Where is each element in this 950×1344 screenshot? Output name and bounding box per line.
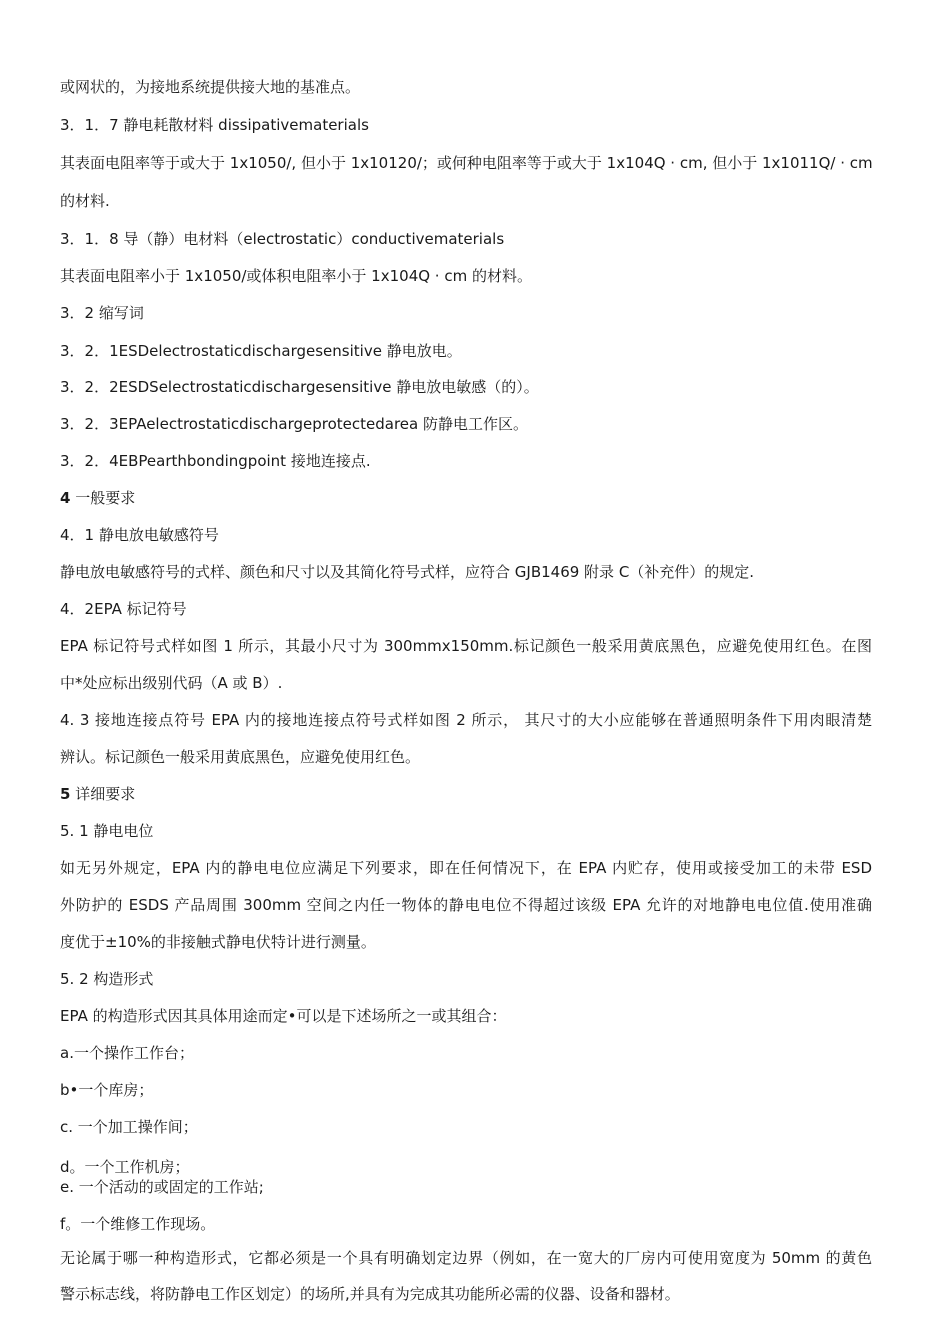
clause-3-1-8-heading: 3．1．8 导（静）电材料（electrostatic）conductivematerials — [60, 230, 505, 248]
list-item: a.一个操作工作台； — [60, 1044, 194, 1062]
text-line: EPA 标记符号式样如图 1 所示，其最小尺寸为 300mmx150mm.标记颜色一般采用黄底黑色，应避免使用红色。在图 — [60, 637, 872, 655]
text-line: 中*处应标出级别代码（A 或 B）. — [60, 674, 283, 692]
section-5-heading — [60, 784, 135, 804]
text-line: 的材料. — [60, 192, 110, 210]
abbreviation-item: 3．2．3EPAelectrostaticdischargeprotectedarea 防静电工作区。 — [60, 415, 528, 433]
abbreviation-item: 3．2．4EBPearthbondingpoint 接地连接点. — [60, 452, 371, 470]
text-line: 或网状的，为接地系统提供接大地的基准点。 — [60, 78, 361, 96]
clause-5-1-heading: 5. 1 静电电位 — [60, 822, 154, 840]
text-line: 其表面电阻率等于或大于 1x1050/, 但小于 1x10120/；或何种电阻率等于或大于 1x104Q · cm, 但小于 1x1011Q/ · cm — [60, 154, 873, 172]
text-line: 度优于±10%的非接触式静电伏特计进行测量。 — [60, 933, 376, 951]
text-line: 无论属于哪一种构造形式，它都必须是一个具有明确划定边界（例如，在一宽大的厂房内可使用宽度为 50mm 的黄色 — [60, 1249, 872, 1267]
abbreviation-item: 3．2．2ESDSelectrostaticdischargesensitive 静电放电敏感（的）。 — [60, 378, 539, 396]
list-item: c. 一个加工操作间； — [60, 1118, 198, 1136]
list-item: f。一个维修工作现场。 — [60, 1215, 216, 1233]
section-title: 详细要求 — [75, 785, 136, 803]
section-4-heading — [60, 488, 135, 508]
section-number: 5 — [60, 785, 71, 803]
text-line: 静电放电敏感符号的式样、颜色和尺寸以及其简化符号式样，应符合 GJB1469 附录 C（补充件）的规定. — [60, 563, 755, 581]
clause-3-2-heading: 3．2 缩写词 — [60, 304, 144, 322]
list-item: b•一个库房； — [60, 1081, 154, 1099]
clause-4-1-heading: 4．1 静电放电敏感符号 — [60, 526, 219, 544]
abbreviation-item: 3．2．1ESDelectrostaticdischargesensitive 静电放电。 — [60, 342, 462, 360]
section-title: 一般要求 — [75, 489, 136, 507]
text-line: 其表面电阻率小于 1x1050/或体积电阻率小于 1x104Q · cm 的材料。 — [60, 267, 532, 285]
text-line: 外防护的 ESDS 产品周围 300mm 空间之内任一物体的静电电位不得超过该级 EPA 允许的对地静电电位值.使用准确 — [60, 896, 872, 914]
section-number: 4 — [60, 489, 71, 507]
text-line: 如无另外规定，EPA 内的静电电位应满足下列要求，即在任何情况下，在 EPA 内贮存，使用或接受加工的未带 ESD — [60, 859, 872, 877]
clause-3-1-7-heading: 3．1．7 静电耗散材料 dissipativematerials — [60, 116, 369, 134]
list-item: e. 一个活动的或固定的工作站; — [60, 1178, 264, 1196]
text-line: 辨认。标记颜色一般采用黄底黑色，应避免使用红色。 — [60, 748, 421, 766]
clause-5-2-heading: 5. 2 构造形式 — [60, 970, 154, 988]
text-line: 警示标志线，将防静电工作区划定）的场所,并具有为完成其功能所必需的仪器、设备和器材。 — [60, 1285, 680, 1303]
text-line: EPA 的构造形式因其具体用途而定•可以是下述场所之一或其组合： — [60, 1007, 507, 1025]
list-item: d。一个工作机房； — [60, 1158, 190, 1176]
clause-4-2-heading: 4．2EPA 标记符号 — [60, 600, 187, 618]
text-line: 4. 3 接地连接点符号 EPA 内的接地连接点符号式样如图 2 所示， 其尺寸的大小应能够在普通照明条件下用肉眼清楚 — [60, 711, 872, 729]
